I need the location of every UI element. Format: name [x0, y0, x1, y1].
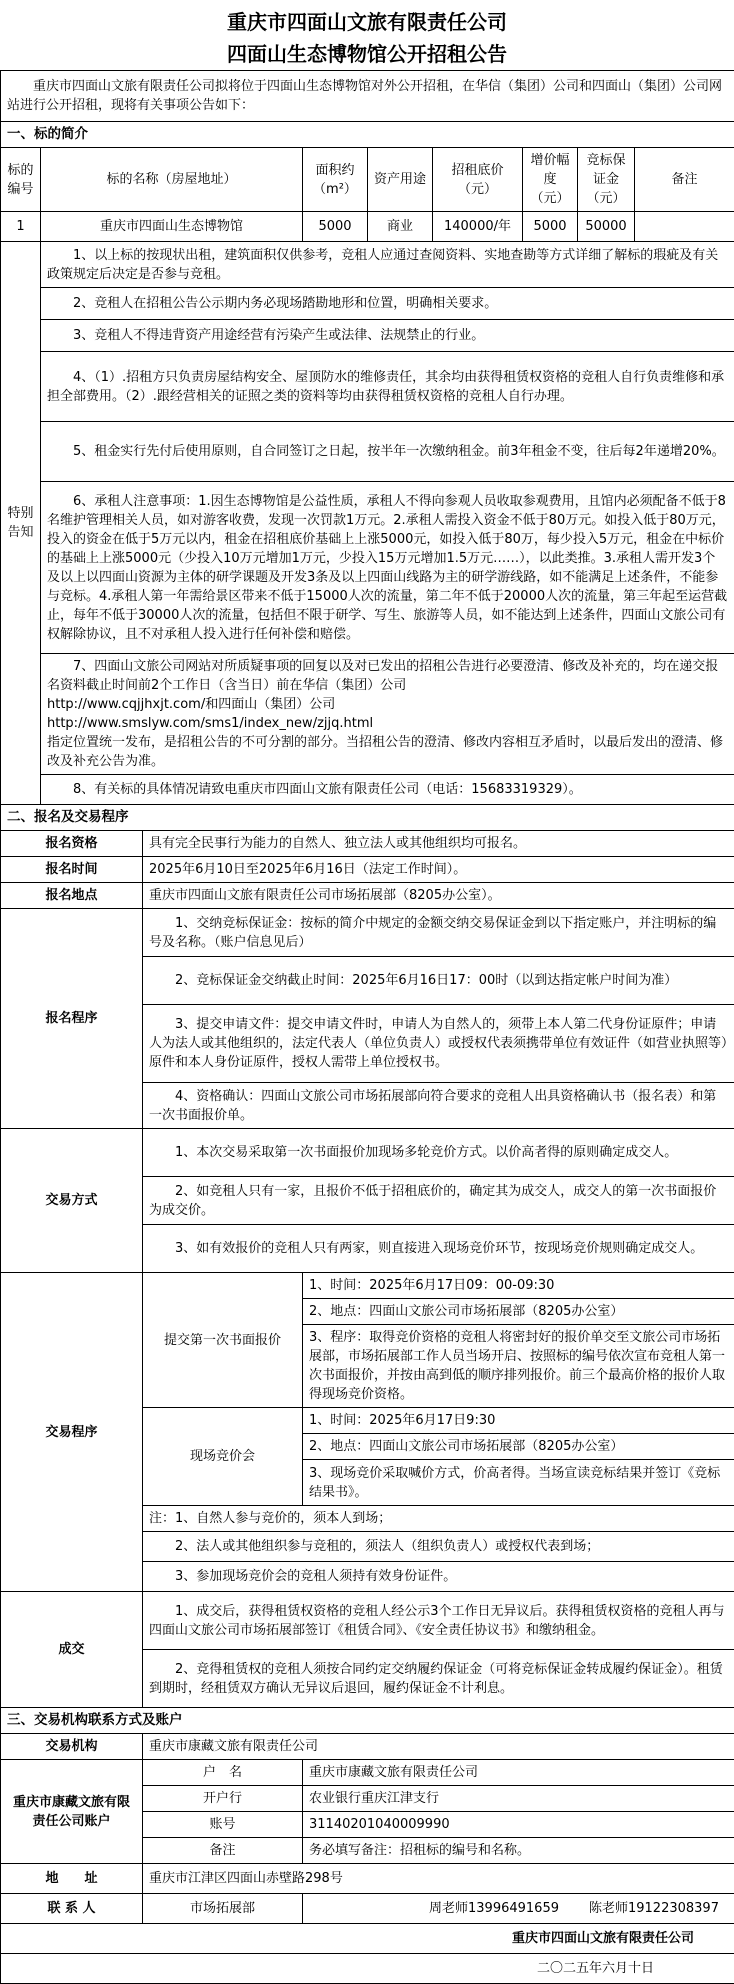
- live-bid-3: 3、现场竞价采取喊价方式，价高者得。当场宣读竞标结果并签订《竞标结果书》。: [303, 1460, 734, 1506]
- header-no: 标的编号: [1, 148, 41, 212]
- note-7: [41, 654, 734, 775]
- note-6: 6、承租人注意事项：1.因生态博物馆是公益性质，承租人不得向参观人员收取参观费用，且馆内必须配备不低于8名维护管理相关人员，如对游客收费，发现一次罚款1万元。2.承租人需投入资金不低于80万元。如投入低于80万元，投入的资金在低于5万元以内，租金在招租底价基础上上涨5000元，如投入低于80万，每少投入5万元，租金在中标价的基础上上涨5000元（少投入10万元增加1万元，少投入15万元增加1.5万元……），以此类推。3.承租人需开发3个及以上以四面山资源为主体的研学课题及开发3条及以上四面山线路为主的研学游线路，如不能满足上述条件，不能参与竞标。4.承租人第一年需给景区带来不低于15000人次的流量，第二年不低于20000人次的流量，第三年起至运营截止，每年不低于30000人次的流量，包括但不限于研学、写生、旅游等人员，如不能达到上述条件，四面山文旅公司有权解除协议，且不对承租人投入进行任何补偿和赔偿。: [41, 482, 734, 654]
- bank-label: 开户行: [143, 1786, 303, 1812]
- header-remark: 备注: [635, 148, 734, 212]
- header-area: 面积约（m²）: [303, 148, 368, 212]
- section-2-heading: 二、报名及交易程序: [1, 805, 734, 831]
- reg-proc-1: 1、交纳竞标保证金：按标的简介中规定的金额交纳交易保证金到以下指定账户，并注明标的编号及名称。（账户信息见后）: [143, 909, 734, 957]
- proc2-note-1: 注：1、自然人参与竞价的，须本人到场；: [143, 1506, 734, 1532]
- header-use: 资产用途: [368, 148, 433, 212]
- row-step: 5000: [523, 212, 578, 242]
- org-label: 交易机构: [1, 1734, 143, 1760]
- notice-title: 四面山生态博物馆公开招租公告: [0, 38, 734, 70]
- proc2-note-2: 2、法人或其他组织参与竞租的，须法人（组织负责人）或授权代表到场；: [143, 1532, 734, 1562]
- reg-qual: 具有完全民事行为能力的自然人、独立法人或其他组织均可报名。: [143, 831, 734, 857]
- method-2: 2、如竞租人只有一家，且报价不低于招租底价的，确定其为成交人，成交人的第一次书面报价为成交价。: [143, 1177, 734, 1225]
- contacts: [303, 1894, 734, 1924]
- live-bid-label: 现场竞价会: [143, 1408, 303, 1506]
- note-7-text: 7、四面山文旅公司网站对所质疑事项的回复以及对已发出的招租公告进行必要澄清、修改及补充的，均在递交报名资料截止时间前2个工作日（含当日）前在华信（集团）公司: [47, 657, 728, 695]
- header-price: 招租底价（元）: [433, 148, 523, 212]
- note-8: 8、有关标的具体情况请致电重庆市四面山文旅有限责任公司（电话：15683319329）。: [41, 775, 734, 805]
- first-bid-1: 1、时间：2025年6月17日09：00-09:30: [303, 1273, 734, 1299]
- method-1: 1、本次交易采取第一次书面报价加现场多轮竞价方式。以价高者得的原则确定成交人。: [143, 1129, 734, 1177]
- account-label: 重庆市康藏文旅有限责任公司账户: [1, 1760, 143, 1864]
- reg-proc-3: 3、提交申请文件：提交申请文件时，申请人为自然人的，须带上本人第二代身份证原件；申请人为法人或其他组织的，法定代表人（单位负责人）或授权代表须携带单位有效证件（如营业执照等）原件和本人身份证原件，授权人需带上单位授权书。: [143, 1005, 734, 1083]
- notice-table: [0, 70, 734, 1984]
- holder-label: 户 名: [143, 1760, 303, 1786]
- note-2: 2、竞租人在招租公告公示期内务必现场踏勘地形和位置，明确相关要求。: [41, 288, 734, 320]
- contact-label: 联 系 人: [1, 1894, 143, 1924]
- address-label: 地 址: [1, 1864, 143, 1894]
- intro-text: 重庆市四面山文旅有限责任公司拟将位于四面山生态博物馆对外公开招租，在华信（集团）公司和四面山（集团）公司网站进行公开招租，现将有关事项公告如下：: [1, 71, 734, 122]
- deal-1: 1、成交后，获得租赁权资格的竞租人经公示3个工作日无异议后。获得租赁权资格的竞租人再与四面山文旅公司市场拓展部签订《租赁合同》、《安全责任协议书》和缴纳租金。: [143, 1592, 734, 1650]
- note-7-tail: 指定位置统一发布，是招租公告的不可分割的部分。当招租公告的澄清、修改内容相互矛盾时，以最后发出的澄清、修改及补充公告为准。: [47, 733, 728, 771]
- contact-1: 周老师13996491659: [429, 1901, 559, 1916]
- header-step: 增价幅度（元）: [523, 148, 578, 212]
- reg-qual-label: 报名资格: [1, 831, 143, 857]
- memo-value: 务必填写备注：招租标的编号和名称。: [303, 1838, 734, 1864]
- row-no: 1: [1, 212, 41, 242]
- special-notice-label: 特别告知: [1, 242, 41, 805]
- reg-time: 2025年6月10日至2025年6月16日（法定工作时间）。: [143, 857, 734, 883]
- bank-value: 农业银行重庆江津支行: [303, 1786, 734, 1812]
- live-bid-2: 2、地点：四面山文旅公司市场拓展部（8205办公室）: [303, 1434, 734, 1460]
- header-deposit: 竞标保证金（元）: [578, 148, 635, 212]
- row-area: 5000: [303, 212, 368, 242]
- first-bid-label: 提交第一次书面报价: [143, 1273, 303, 1408]
- memo-label: 备注: [143, 1838, 303, 1864]
- row-remark: [635, 212, 734, 242]
- row-deposit: 50000: [578, 212, 635, 242]
- live-bid-1: 1、时间：2025年6月17日9:30: [303, 1408, 734, 1434]
- account-no-value: 31140201040009990: [303, 1812, 734, 1838]
- note-3: 3、竞租人不得违背资产用途经营有污染产生或法律、法规禁止的行业。: [41, 320, 734, 352]
- reg-proc-2: 2、竞标保证金交纳截止时间：2025年6月16日17：00时（以到达指定帐户时间为准）: [143, 957, 734, 1005]
- deal-2: 2、竞得租赁权的竞租人须按合同约定交纳履约保证金（可将竞标保证金转成履约保证金）。租赁到期时，经租赁双方确认无异议后退回，履约保证金不计利息。: [143, 1650, 734, 1708]
- holder-value: 重庆市康藏文旅有限责任公司: [303, 1760, 734, 1786]
- account-no-label: 账号: [143, 1812, 303, 1838]
- reg-place-label: 报名地点: [1, 883, 143, 909]
- reg-time-label: 报名时间: [1, 857, 143, 883]
- proc2-label: 交易程序: [1, 1273, 143, 1592]
- row-use: 商业: [368, 212, 433, 242]
- section-3-heading: 三、交易机构联系方式及账户: [1, 1708, 734, 1734]
- proc2-note-3: 3、参加现场竞价会的竞租人须持有效身份证件。: [143, 1562, 734, 1592]
- contact-2: 陈老师19122308397: [589, 1901, 719, 1916]
- first-bid-3: 3、程序：取得竞价资格的竞租人将密封好的报价单交至文旅公司市场拓展部，市场拓展部工作人员当场开启、按照标的编号依次宣布竞租人第一次书面报价，并按由高到低的顺序排列报价。前三个最高价格的报价人取得现场竞价资格。: [303, 1325, 734, 1408]
- method-3: 3、如有效报价的竞租人只有两家，则直接进入现场竞价环节，按现场竞价规则确定成交人。: [143, 1225, 734, 1273]
- address-value: 重庆市江津区四面山赤壁路298号: [143, 1864, 734, 1894]
- note-7-link-1[interactable]: http://www.cqjjhxjt.com/和四面山（集团）公司: [47, 695, 728, 714]
- note-5: 5、租金实行先付后使用原则，自合同签订之日起，按半年一次缴纳租金。前3年租金不变，往后每2年递增20%。: [41, 422, 734, 482]
- footer-company: 重庆市四面山文旅有限责任公司: [1, 1924, 734, 1954]
- row-name: 重庆市四面山生态博物馆: [41, 212, 303, 242]
- company-title: 重庆市四面山文旅有限责任公司: [0, 0, 734, 38]
- note-4: 4、（1）.招租方只负责房屋结构安全、屋顶防水的维修责任，其余均由获得租赁权资格的竞租人自行负责维修和承担全部费用。（2）.跟经营相关的证照之类的资料等均由获得租赁权资格的竞租人自行办理。: [41, 352, 734, 422]
- header-name: 标的名称（房屋地址）: [41, 148, 303, 212]
- note-1: 1、以上标的按现状出租，建筑面积仅供参考，竞租人应通过查阅资料、实地查勘等方式详细了解标的瑕疵及有关政策规定后决定是否参与竞租。: [41, 242, 734, 288]
- deal-label: 成交: [1, 1592, 143, 1708]
- reg-proc-4: 4、资格确认：四面山文旅公司市场拓展部向符合要求的竞租人出具资格确认书（报名表）和第一次书面报价单。: [143, 1083, 734, 1129]
- method-label: 交易方式: [1, 1129, 143, 1273]
- dept-value: 市场拓展部: [143, 1894, 303, 1924]
- first-bid-2: 2、地点：四面山文旅公司市场拓展部（8205办公室）: [303, 1299, 734, 1325]
- org-value: 重庆市康藏文旅有限责任公司: [143, 1734, 734, 1760]
- row-price: 140000/年: [433, 212, 523, 242]
- reg-proc-label: 报名程序: [1, 909, 143, 1129]
- footer-date: 二〇二五年六月十日: [1, 1954, 734, 1984]
- note-7-link-2[interactable]: http://www.smslyw.com/sms1/index_new/zjjq.html: [47, 714, 728, 733]
- section-1-heading: 一、标的简介: [1, 122, 734, 148]
- reg-place: 重庆市四面山文旅有限责任公司市场拓展部（8205办公室）。: [143, 883, 734, 909]
